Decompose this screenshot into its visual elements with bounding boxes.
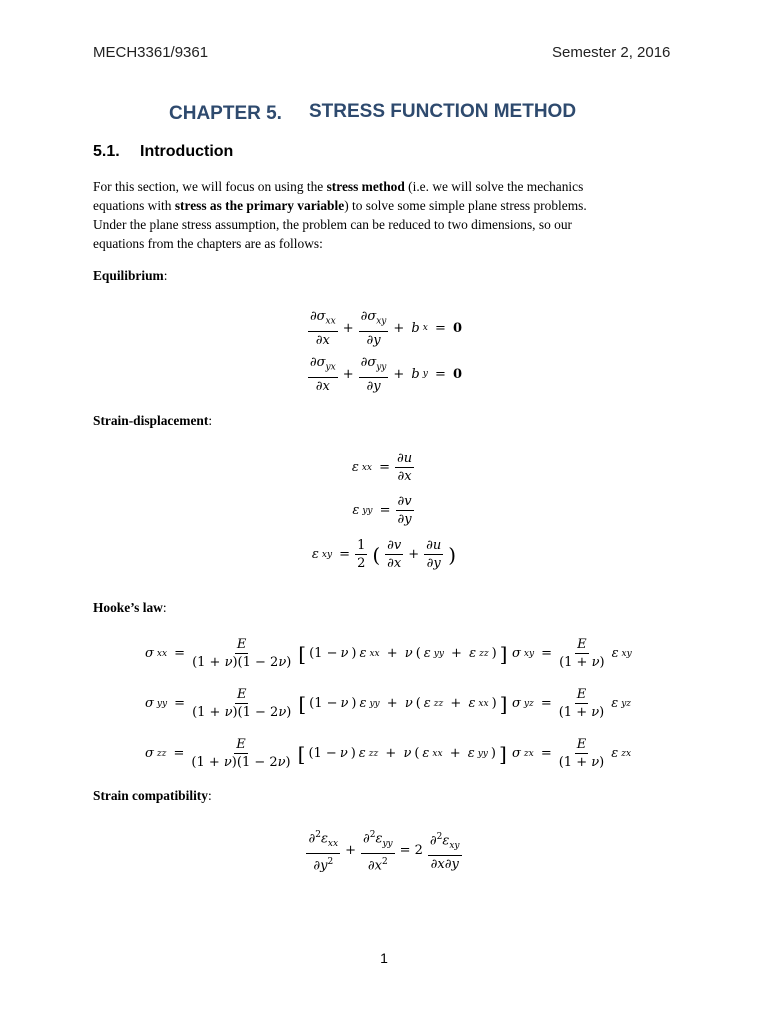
section-title: Introduction bbox=[140, 143, 234, 160]
intro-text: For this section, we will focus on using the bbox=[93, 179, 327, 194]
hookes-law-label: Hooke’s law: bbox=[93, 600, 167, 615]
strain-displacement-label: Strain-displacement: bbox=[93, 413, 213, 428]
intro-text: equations with bbox=[93, 198, 175, 213]
intro-text: (i.e. we will solve the mechanics bbox=[404, 179, 584, 194]
chapter-title: STRESS FUNCTION METHOD bbox=[309, 101, 577, 122]
strain-eq-yy: ε yy = $\frac{\partial v}{\partial y}$ bbox=[352, 494, 412, 527]
equilibrium-eq-x: $\frac{\partial\sigma_{xx}}{\partial x}$ + $\frac{\partial\sigma_{xy}}{\partial y}$ + b x = 0 bbox=[309, 309, 463, 348]
page-number: 1 bbox=[380, 950, 388, 966]
hooke-eq-sxx: σ xx = $\frac{E}{(1 + \nu)(1 - 2\nu)}$ [ (1 − ν ) ε xx + ν ( ε yy + ε zz ) ] bbox=[145, 637, 508, 670]
strain-eq-xx: ε xx = $\frac{\partial u}{\partial x}$ bbox=[351, 451, 413, 484]
compatibility-eq: $\frac{\partial^2\varepsilon_{xx}}{\partial y^2}$ + $\frac{\partial^2\varepsilon_{yy}}{\partial x^2}$ = 2 $\frac{\partial^2\varepsilon_{xy}}{\partial x\partial y}$ bbox=[308, 830, 460, 874]
hooke-eq-syz: σ yz = $\frac{E}{(1 + \nu)}$ ε yz bbox=[512, 687, 632, 720]
strain-eq-xy: ε xy = $\frac{1}{2}$ ( $\frac{\partial v}{\partial x}$ + $\frac{\partial u}{\partial y}$ ) bbox=[311, 538, 457, 571]
hooke-eq-syy: σ yy = $\frac{E}{(1 + \nu)(1 - 2\nu)}$ [ (1 − ν ) ε yy + ν ( ε zz + ε xx ) ] bbox=[145, 687, 508, 720]
intro-bold-term: stress as the primary variable bbox=[174, 198, 345, 213]
course-code: MECH3361/9361 bbox=[93, 44, 209, 61]
chapter-number: CHAPTER 5. bbox=[169, 103, 282, 124]
section-number: 5.1. bbox=[93, 143, 120, 160]
intro-text: ) to solve some simple plane stress problems. bbox=[344, 198, 587, 213]
intro-paragraph bbox=[93, 177, 683, 253]
hooke-eq-szx: σ zx = $\frac{E}{(1 + \nu)}$ ε zx bbox=[512, 737, 632, 770]
hooke-eq-sxy: σ xy = $\frac{E}{(1 + \nu)}$ ε xy bbox=[512, 637, 632, 670]
intro-text: equations from the chapters are as follows: bbox=[93, 236, 323, 251]
hooke-eq-szz: σ zz = $\frac{E}{(1 + \nu)(1 - 2\nu)}$ [ (1 − ν ) ε zz + ν ( ε xx + ε yy ) ] bbox=[145, 737, 507, 770]
semester-label: Semester 2, 2016 bbox=[552, 44, 671, 61]
equilibrium-eq-y: $\frac{\partial\sigma_{yx}}{\partial x}$ + $\frac{\partial\sigma_{yy}}{\partial y}$ + b y = 0 bbox=[309, 355, 463, 394]
compatibility-label: Strain compatibility: bbox=[93, 788, 212, 803]
intro-text: Under the plane stress assumption, the problem can be reduced to two dimensions, so our bbox=[93, 217, 572, 232]
equilibrium-label: Equilibrium: bbox=[93, 268, 168, 283]
intro-bold-term: stress method bbox=[326, 179, 405, 194]
